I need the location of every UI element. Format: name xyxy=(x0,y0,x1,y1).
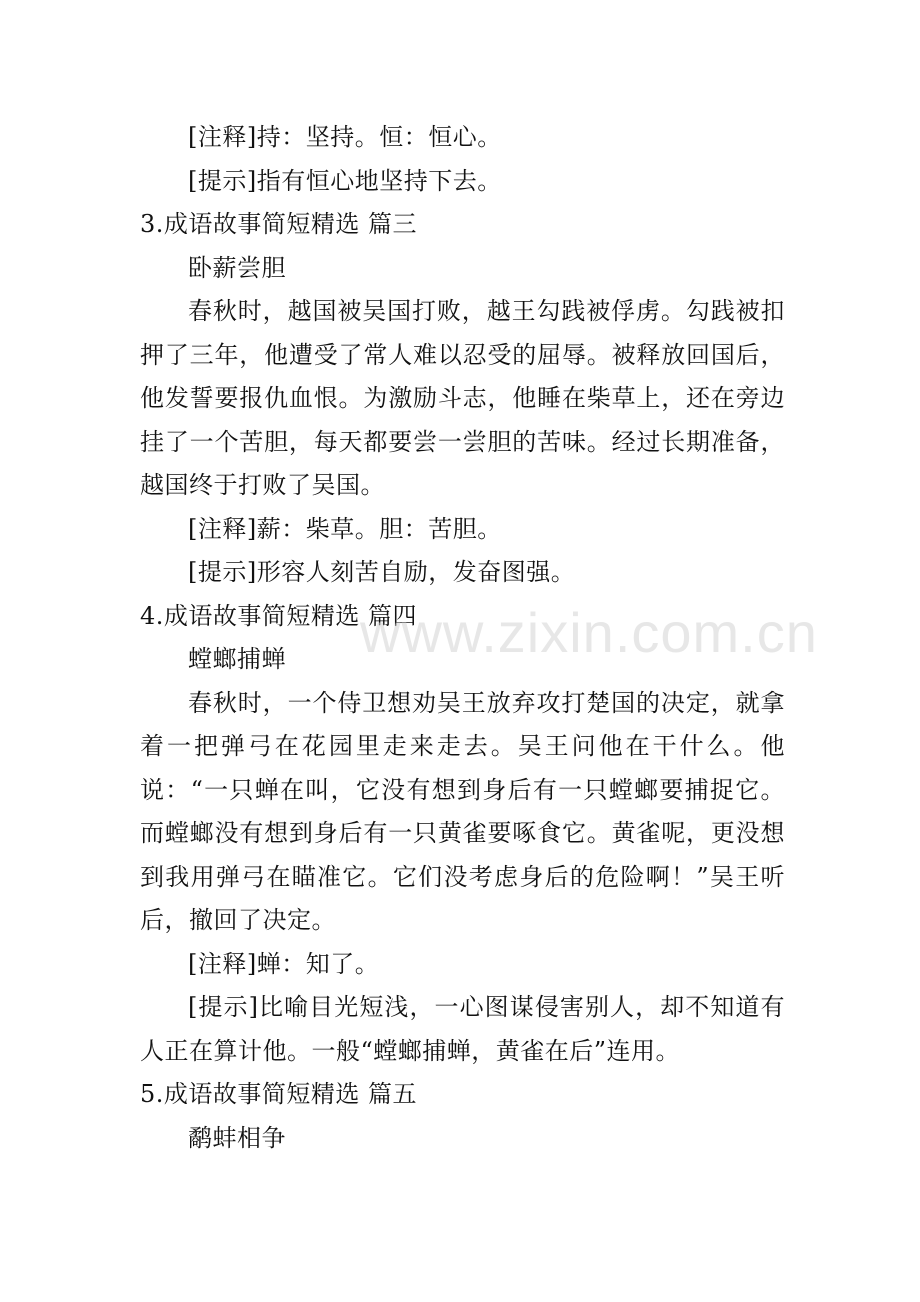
section-heading: 4.成语故事简短精选 篇四 xyxy=(140,601,418,630)
idiom-title: 鹬蚌相争 xyxy=(188,1123,286,1152)
section-heading: 3.成语故事简短精选 篇三 xyxy=(140,210,418,238)
idiom-title: 卧薪尝胆 xyxy=(188,253,286,282)
article-text xyxy=(140,116,785,1160)
note-paragraph: [注释]薪：柴草。胆：苦胆。 xyxy=(188,514,502,543)
note-paragraph: [注释]持：坚持。恒：恒心。 xyxy=(188,123,502,151)
idiom-title: 螳螂捕蝉 xyxy=(188,645,286,673)
story-paragraph: 春秋时，越国被吴国打败，越王勾践被俘虏。勾践被扣押了三年，他遭受了常人难以忍受的屈辱。被释放回国后，他发誓要报仇血恨。为激励斗志，他睡在柴草上，还在旁边挂了一个苦胆，每天都要尝一尝胆的苦味。经过长期准备，越国终于打败了吴国。 xyxy=(140,297,785,499)
story-paragraph: 春秋时，一个侍卫想劝吴王放弃攻打楚国的决定，就拿着一把弹弓在花园里走来走去。吴王问他在干什么。他说：“一只蝉在叫，它没有想到身后有一只螳螂要捕捉它。而螳螂没有想到身后有一只黄雀要啄食它。黄雀呢，更没想到我用弹弓在瞄准它。它们没考虑身后的危险啊！”吴王听后，撤回了决定。 xyxy=(140,688,785,934)
note-paragraph: [提示]指有恒心地坚持下去。 xyxy=(188,166,502,195)
section-heading: 5.成语故事简短精选 篇五 xyxy=(140,1080,418,1108)
note-paragraph: [提示]比喻目光短浅，一心图谋侵害别人，却不知道有人正在算计他。一般“螳螂捕蝉，黄雀在后”连用。 xyxy=(140,993,785,1065)
note-paragraph: [提示]形容人刻苦自励，发奋图强。 xyxy=(188,558,576,586)
watermark: www.zixin.com.cn xyxy=(360,601,818,664)
note-paragraph: [注释]蝉：知了。 xyxy=(188,949,380,978)
